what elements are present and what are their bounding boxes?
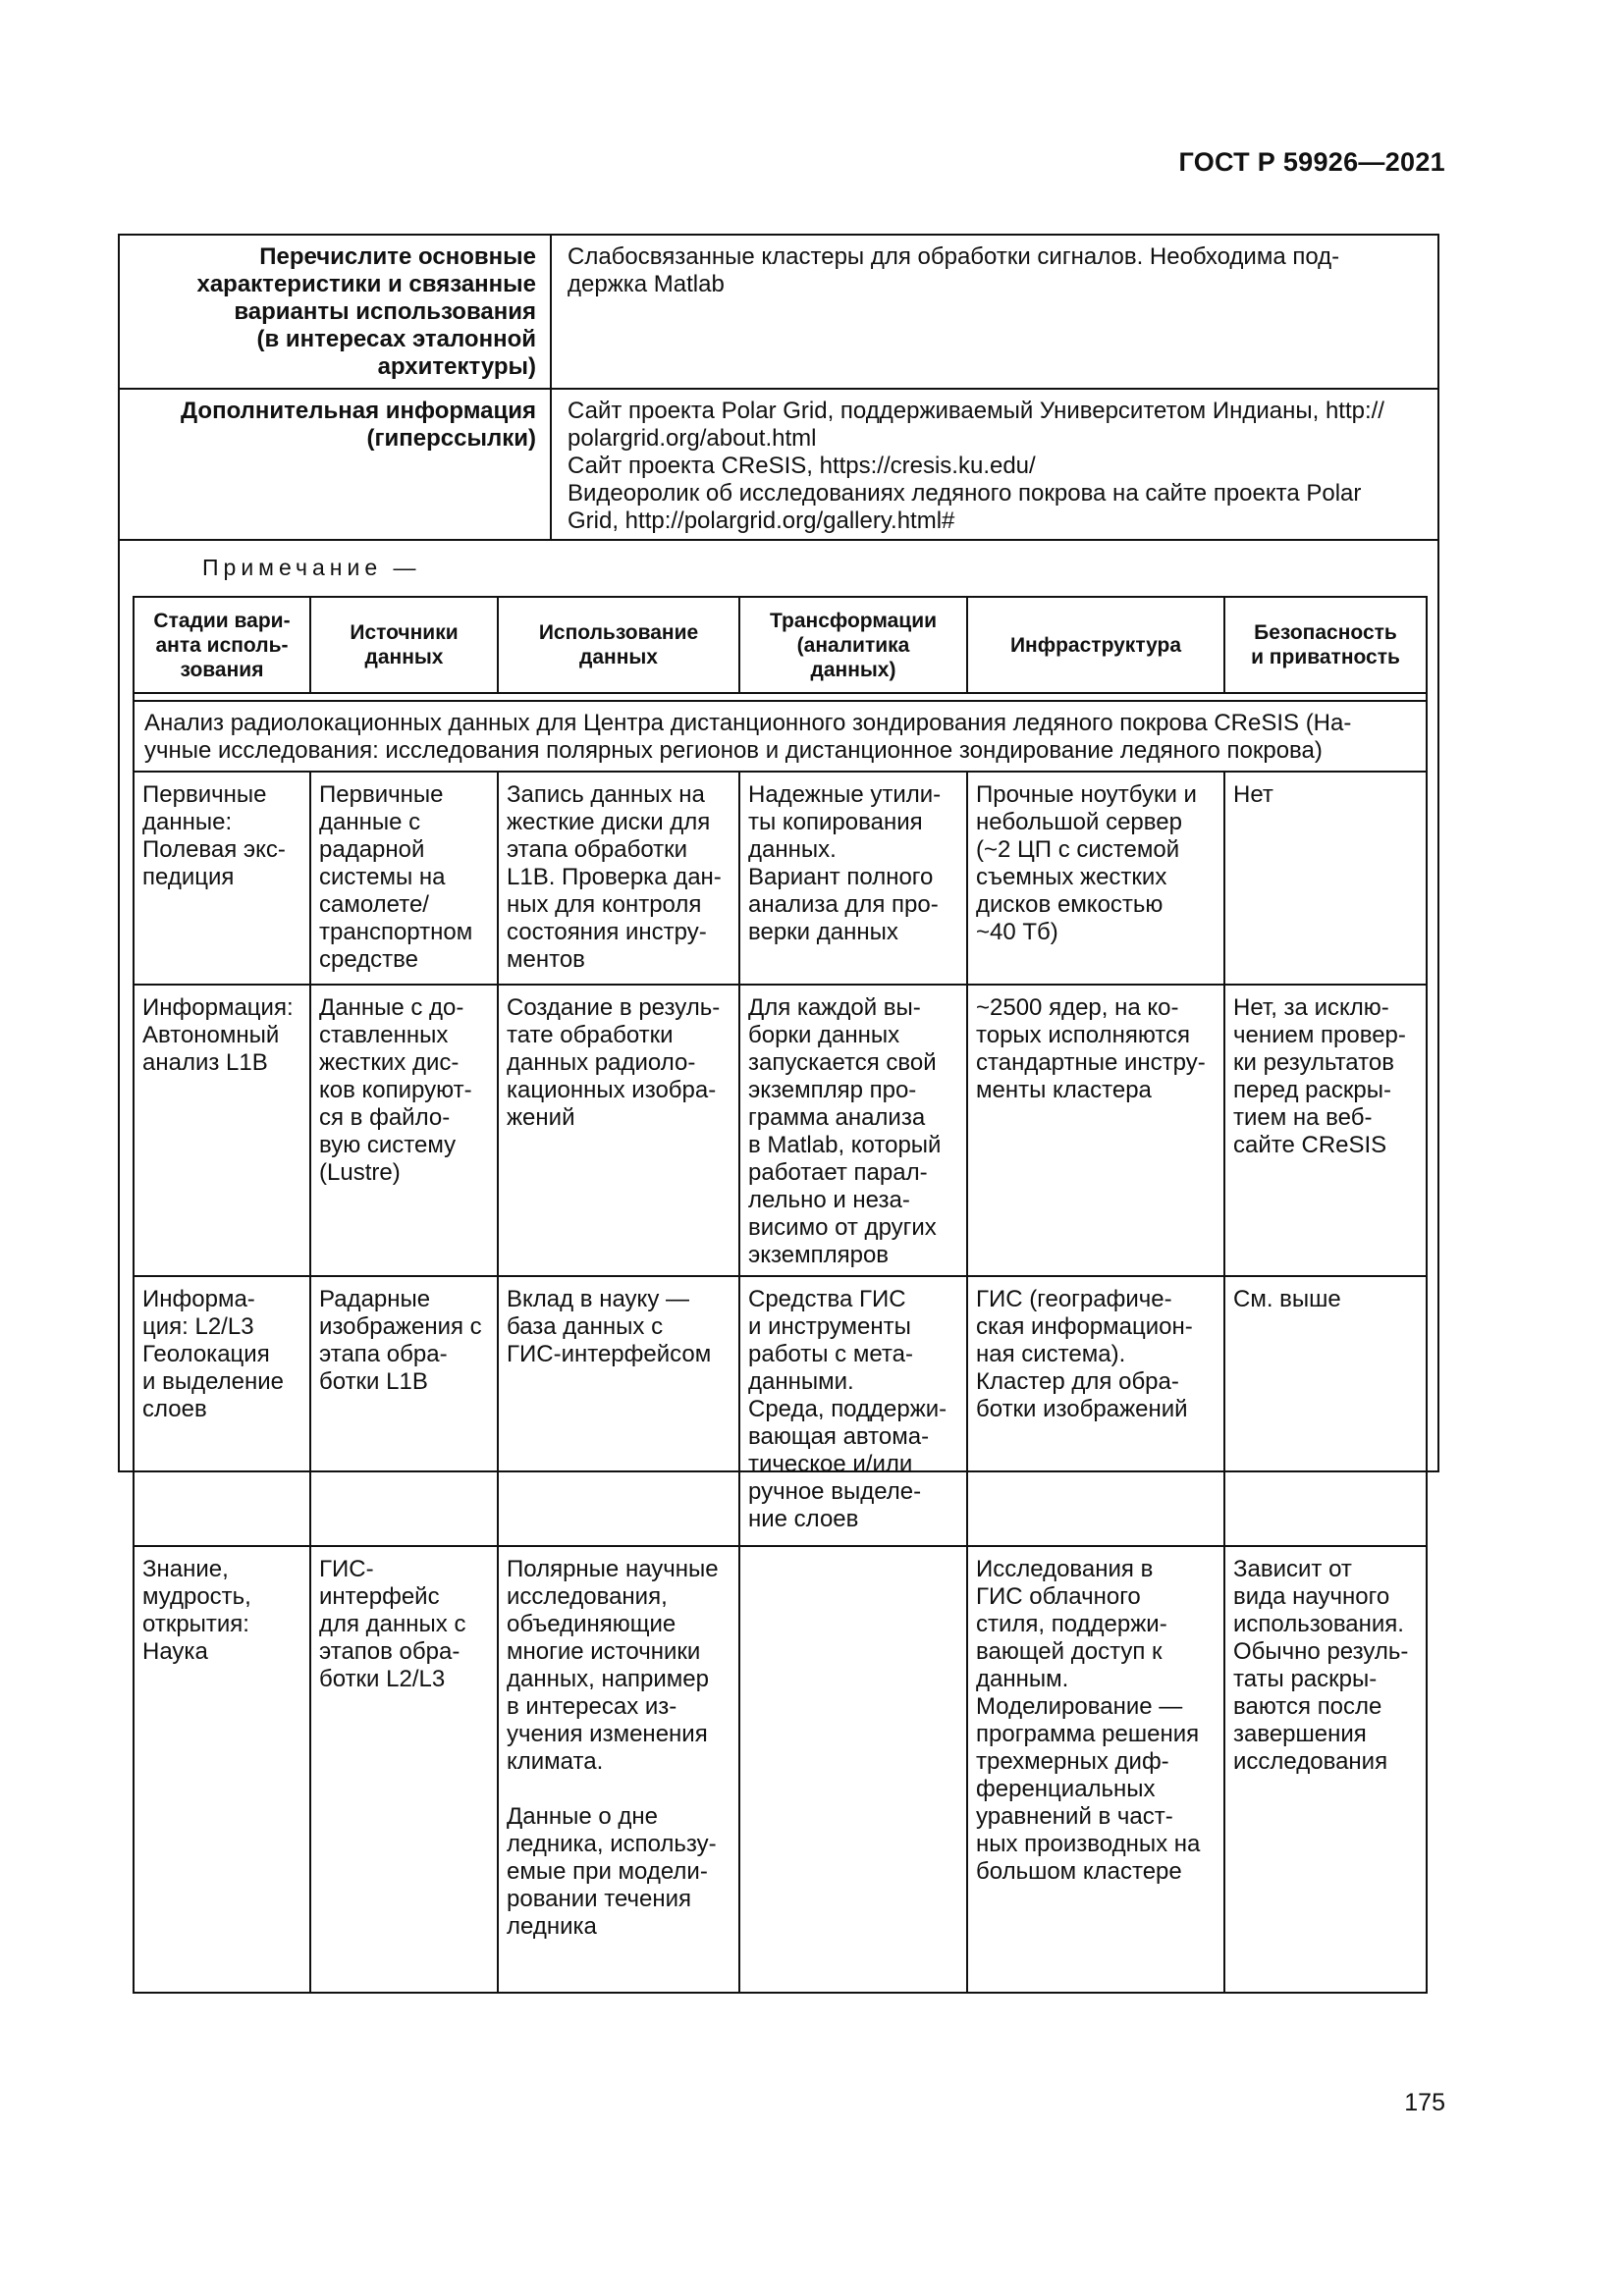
- table-cell: [1224, 985, 1427, 1276]
- text-line: данных: [579, 646, 658, 668]
- column-header-infrastructure: [967, 597, 1224, 693]
- text-line: Источники: [350, 621, 459, 644]
- table-header-row: [134, 597, 1427, 693]
- text-line: Геолокация: [142, 1341, 270, 1367]
- table-cell: [498, 985, 739, 1276]
- text-line: Первичные: [142, 781, 267, 808]
- text-line: борки данных: [748, 1022, 900, 1048]
- text-line: жесткие диски для: [507, 809, 711, 835]
- text-line: большом кластере: [976, 1858, 1182, 1885]
- text-line: анта исполь-: [155, 633, 289, 657]
- text-line: polargrid.org/about.html: [568, 425, 817, 452]
- table-cell: [1224, 1546, 1427, 1993]
- table-cell: [498, 772, 739, 985]
- text-line: средстве: [319, 946, 418, 973]
- text-line: Информа-: [142, 1286, 255, 1312]
- table-cell-empty: [739, 1546, 967, 1993]
- text-line: Трансформации: [769, 609, 938, 632]
- info-row-characteristics: [120, 236, 1437, 390]
- table-cell: [134, 772, 310, 985]
- table-cell: [310, 1546, 498, 1993]
- document-standard-number: ГОСТ Р 59926—2021: [1178, 147, 1445, 177]
- text-line: Прочные ноутбуки и: [976, 781, 1197, 808]
- text-line: Анализ радиолокационных данных для Центра дистанционного зондирования ледяного покрова CReSIS (На-: [144, 710, 1352, 736]
- table-cell: [967, 772, 1224, 985]
- table-cell: [498, 1276, 739, 1546]
- text-line: Запись данных на: [507, 781, 705, 808]
- text-line: ская информацион-: [976, 1313, 1193, 1340]
- text-line: L1B. Проверка дан-: [507, 864, 722, 890]
- table-cell: [967, 1276, 1224, 1546]
- text-line: ты копирования: [748, 809, 923, 835]
- text-line: педиция: [142, 864, 235, 890]
- text-line: варианты использования: [234, 298, 536, 325]
- text-line: ровании течения: [507, 1886, 692, 1912]
- text-line: емые при модели-: [507, 1858, 708, 1885]
- text-line: зования: [180, 658, 264, 681]
- text-line: (Lustre): [319, 1159, 401, 1186]
- text-line: Информация:: [142, 994, 294, 1021]
- text-line: запускается свой: [748, 1049, 937, 1076]
- text-line: этапа обра-: [319, 1341, 448, 1367]
- text-line: перед раскры-: [1233, 1077, 1391, 1103]
- text-line: Для каждой вы-: [748, 994, 921, 1021]
- text-line: вающая автома-: [748, 1423, 930, 1450]
- text-line: верки данных: [748, 919, 898, 945]
- text-line: держка Matlab: [568, 271, 725, 297]
- text-line: данных, например: [507, 1666, 709, 1692]
- text-line: Нет: [1233, 781, 1273, 808]
- text-line: Создание в резуль-: [507, 994, 721, 1021]
- text-line: ботки изображений: [976, 1396, 1188, 1422]
- paragraph-gap: [507, 1776, 731, 1803]
- text-line: ГИС облачного: [976, 1583, 1141, 1610]
- text-line: радарной: [319, 836, 425, 863]
- text-line: Обычно резуль-: [1233, 1638, 1409, 1665]
- text-line: тием на веб-: [1233, 1104, 1373, 1131]
- text-line: Моделирование —: [976, 1693, 1183, 1720]
- text-line: ки результатов: [1233, 1049, 1394, 1076]
- text-line: Использование: [538, 621, 699, 644]
- text-line: Вклад в науку —: [507, 1286, 689, 1312]
- text-line: мудрость,: [142, 1583, 251, 1610]
- text-line: ~2500 ядер, на ко-: [976, 994, 1179, 1021]
- text-line: программа решения: [976, 1721, 1200, 1747]
- text-line: ГИС-интерфейсом: [507, 1341, 712, 1367]
- info-row-label: [120, 236, 552, 388]
- text-line: объединяющие: [507, 1611, 677, 1637]
- text-line: Инфраструктура: [1009, 633, 1182, 657]
- table-cell: [739, 772, 967, 985]
- text-line: (в интересах эталонной: [256, 326, 536, 352]
- text-line: ние слоев: [748, 1506, 859, 1532]
- table-cell: [134, 1546, 310, 1993]
- text-line: данные с: [319, 809, 421, 835]
- text-line: данных): [810, 658, 896, 681]
- table-cell: [134, 985, 310, 1276]
- text-line: Перечислите основные: [259, 243, 536, 270]
- text-line: лельно и неза-: [748, 1187, 910, 1213]
- text-line: Сайт проекта CReSIS, https://cresis.ku.edu/: [568, 453, 1036, 479]
- table-cell: [1224, 1276, 1427, 1546]
- text-line: Знание,: [142, 1556, 229, 1582]
- text-line: жестких дис-: [319, 1049, 460, 1076]
- info-row-hyperlinks: [120, 390, 1437, 541]
- text-line: этапа обработки: [507, 836, 688, 863]
- text-line: учения изменения: [507, 1721, 708, 1747]
- title-cell: [134, 701, 1427, 772]
- text-line: экземпляр про-: [748, 1077, 917, 1103]
- text-line: данным.: [976, 1666, 1069, 1692]
- text-line: ных производных на: [976, 1831, 1201, 1857]
- table-cell: [134, 1276, 310, 1546]
- text-line: трехмерных диф-: [976, 1748, 1169, 1775]
- info-row-value: [552, 390, 1437, 539]
- text-line: этапов обра-: [319, 1638, 460, 1665]
- text-line: Средства ГИС: [748, 1286, 906, 1312]
- text-line: уравнений в част-: [976, 1803, 1173, 1830]
- table-cell: [739, 985, 967, 1276]
- text-line: архитектуры): [377, 353, 536, 380]
- table-cell: [310, 1276, 498, 1546]
- table-row: [134, 1276, 1427, 1546]
- text-line: Автономный: [142, 1022, 280, 1048]
- table-row: [134, 772, 1427, 985]
- text-line: анализ L1B: [142, 1049, 268, 1076]
- text-line: таты раскры-: [1233, 1666, 1378, 1692]
- text-line: данных: [364, 646, 444, 668]
- text-line: данными.: [748, 1368, 854, 1395]
- text-line: ГИС (географиче-: [976, 1286, 1172, 1312]
- text-line: данных радиоло-: [507, 1049, 696, 1076]
- table-cell: [498, 1546, 739, 1993]
- text-line: Исследования в: [976, 1556, 1154, 1582]
- column-header-security: [1224, 597, 1427, 693]
- column-header-transformations: [739, 597, 967, 693]
- text-line: ментов: [507, 946, 585, 973]
- text-line: самолете/: [319, 891, 429, 918]
- text-line: завершения: [1233, 1721, 1367, 1747]
- text-line: ваются после: [1233, 1693, 1382, 1720]
- header-separator-row: [134, 693, 1427, 701]
- use-case-stages-table: [133, 596, 1428, 1994]
- text-line: Полевая экс-: [142, 836, 286, 863]
- table-cell: [1224, 772, 1427, 985]
- text-line: Данные с до-: [319, 994, 464, 1021]
- text-line: тическое и/или: [748, 1451, 913, 1477]
- text-line: и инструменты: [748, 1313, 911, 1340]
- text-line: и приватность: [1251, 646, 1400, 668]
- separator-cell: [134, 693, 1427, 701]
- text-line: Сайт проекта Polar Grid, поддерживаемый Университетом Индианы, http://: [568, 398, 1384, 424]
- text-line: кационных изобра-: [507, 1077, 717, 1103]
- table-row: [134, 985, 1427, 1276]
- table-cell: [967, 985, 1224, 1276]
- text-line: Нет, за исклю-: [1233, 994, 1389, 1021]
- text-line: состояния инстру-: [507, 919, 707, 945]
- text-line: ков копируют-: [319, 1077, 472, 1103]
- text-line: небольшой сервер: [976, 809, 1182, 835]
- text-line: Радарные: [319, 1286, 431, 1312]
- table-cell: [310, 772, 498, 985]
- text-line: тате обработки: [507, 1022, 674, 1048]
- text-line: стиля, поддержи-: [976, 1611, 1167, 1637]
- text-line: транспортном: [319, 919, 473, 945]
- table-row-title: [134, 701, 1427, 772]
- column-header-stages: [134, 597, 310, 693]
- text-line: жений: [507, 1104, 575, 1131]
- text-line: в интересах из-: [507, 1693, 677, 1720]
- text-line: слоев: [142, 1396, 207, 1422]
- text-line: Видеоролик об исследованиях ледяного покрова на сайте проекта Polar: [568, 480, 1362, 507]
- text-line: ледника: [507, 1913, 597, 1940]
- text-line: исследования,: [507, 1583, 668, 1610]
- text-line: ных для контроля: [507, 891, 702, 918]
- text-line: См. выше: [1233, 1286, 1341, 1312]
- table-cell: [967, 1546, 1224, 1993]
- text-line: многие источники: [507, 1638, 701, 1665]
- text-line: исследования: [1233, 1748, 1388, 1775]
- text-line: менты кластера: [976, 1077, 1152, 1103]
- text-line: в Matlab, который: [748, 1132, 942, 1158]
- text-line: база данных с: [507, 1313, 664, 1340]
- text-line: Кластер для обра-: [976, 1368, 1179, 1395]
- text-line: изображения с: [319, 1313, 482, 1340]
- text-line: ция: L2/L3: [142, 1313, 254, 1340]
- text-line: ная система).: [976, 1341, 1126, 1367]
- text-line: съемных жестких: [976, 864, 1167, 890]
- info-row-value: [552, 236, 1437, 388]
- text-line: Безопасность: [1254, 621, 1397, 644]
- text-line: ставленных: [319, 1022, 449, 1048]
- text-line: грамма анализа: [748, 1104, 926, 1131]
- text-line: (аналитика: [796, 633, 910, 657]
- text-line: экземпляров: [748, 1242, 890, 1268]
- text-line: работы с мета-: [748, 1341, 913, 1367]
- text-line: вающей доступ к: [976, 1638, 1163, 1665]
- text-line: Надежные утили-: [748, 781, 942, 808]
- note-label: Примечание —: [202, 555, 421, 580]
- text-line: Первичные: [319, 781, 444, 808]
- text-line: Наука: [142, 1638, 208, 1665]
- text-line: ледника, использу-: [507, 1831, 717, 1857]
- text-line: Слабосвязанные кластеры для обработки сигналов. Необходима под-: [568, 243, 1340, 270]
- text-line: Дополнительная информация: [181, 398, 536, 424]
- text-line: (гиперссылки): [366, 425, 536, 452]
- text-line: Вариант полного: [748, 864, 934, 890]
- text-line: вую систему: [319, 1132, 457, 1158]
- text-line: Полярные научные: [507, 1556, 719, 1582]
- text-line: Данные о дне: [507, 1803, 658, 1830]
- text-line: висимо от других: [748, 1214, 937, 1241]
- text-line: ботки L2/L3: [319, 1666, 446, 1692]
- text-line: ручное выделе-: [748, 1478, 922, 1505]
- text-line: ГИС-: [319, 1556, 374, 1582]
- text-line: Зависит от: [1233, 1556, 1352, 1582]
- page-number: 175: [1404, 2089, 1445, 2116]
- text-line: дисков емкостью: [976, 891, 1164, 918]
- text-line: сайте CReSIS: [1233, 1132, 1387, 1158]
- text-line: ~40 Тб): [976, 919, 1058, 945]
- info-row-label: [120, 390, 552, 539]
- text-line: интерфейс: [319, 1583, 440, 1610]
- table-cell: [739, 1276, 967, 1546]
- text-line: чением провер-: [1233, 1022, 1406, 1048]
- text-line: системы на: [319, 864, 446, 890]
- column-header-sources: [310, 597, 498, 693]
- text-line: использования.: [1233, 1611, 1404, 1637]
- text-line: Среда, поддержи-: [748, 1396, 947, 1422]
- text-line: вида научного: [1233, 1583, 1390, 1610]
- text-line: климата.: [507, 1748, 604, 1775]
- text-line: Стадии вари-: [153, 609, 291, 632]
- text-line: для данных с: [319, 1611, 466, 1637]
- text-line: Grid, http://polargrid.org/gallery.html#: [568, 507, 955, 534]
- table-row: [134, 1546, 1427, 1993]
- text-line: ботки L1B: [319, 1368, 428, 1395]
- column-header-usage: [498, 597, 739, 693]
- text-line: данные:: [142, 809, 233, 835]
- text-line: характеристики и связанные: [196, 271, 536, 297]
- text-line: учные исследования: исследования полярных регионов и дистанционное зондирование ледяного покрова): [144, 737, 1323, 764]
- text-line: открытия:: [142, 1611, 249, 1637]
- text-line: ференциальных: [976, 1776, 1156, 1802]
- text-line: анализа для про-: [748, 891, 939, 918]
- text-line: (~2 ЦП с системой: [976, 836, 1180, 863]
- text-line: торых исполняются: [976, 1022, 1191, 1048]
- text-line: работает парал-: [748, 1159, 928, 1186]
- text-line: и выделение: [142, 1368, 284, 1395]
- table-cell: [310, 985, 498, 1276]
- text-line: данных.: [748, 836, 837, 863]
- text-line: ся в файло-: [319, 1104, 451, 1131]
- main-table-frame: [118, 234, 1439, 1940]
- text-line: стандартные инстру-: [976, 1049, 1206, 1076]
